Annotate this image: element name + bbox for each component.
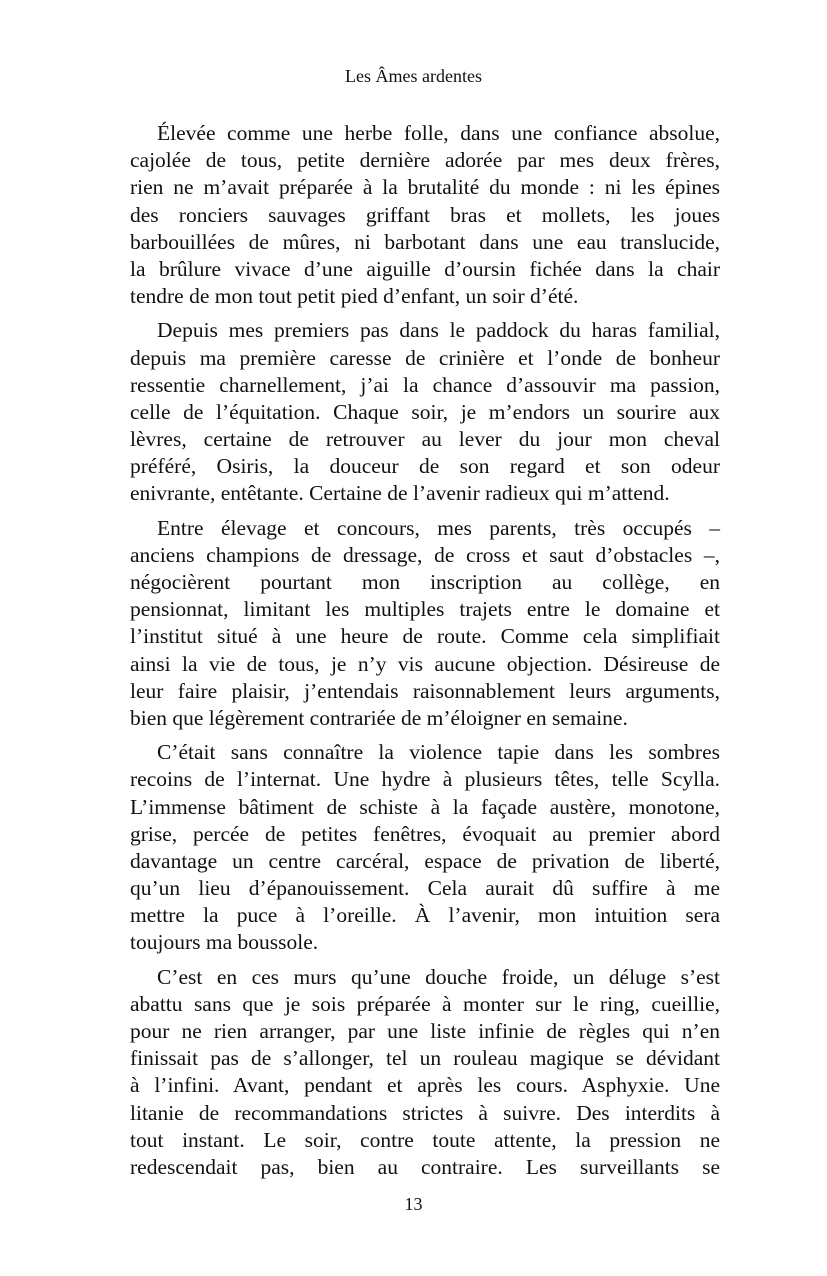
text-line: litanie de recommandations strictes à suivre. Des interdits à bbox=[130, 1100, 720, 1125]
text-line: lèvres, certaine de retrouver au lever du jour mon cheval bbox=[130, 427, 720, 452]
text-line: rien ne m’avait préparée à la brutalité du monde : ni les épines bbox=[130, 175, 720, 200]
text-line: négocièrent pourtant mon inscription au collège, en bbox=[130, 570, 720, 594]
text-line: C’était sans connaître la violence tapie dans les sombres bbox=[157, 740, 720, 765]
text-line: des ronciers sauvages griffant bras et mollets, les joues bbox=[130, 202, 720, 227]
text-line: tout instant. Le soir, contre toute attente, la pression ne bbox=[130, 1127, 720, 1152]
text-line: la brûlure vivace d’une aiguille d’oursin fichée dans la chair bbox=[130, 256, 720, 281]
text-line: Élevée comme une herbe folle, dans une confiance absolue, bbox=[157, 121, 720, 145]
text-line: préféré, Osiris, la douceur de son regard et son odeur bbox=[130, 454, 720, 479]
text-line: mettre la puce à l’oreille. À l’avenir, mon intuition sera bbox=[130, 903, 720, 928]
paragraph bbox=[130, 964, 720, 1182]
text-line: grise, percée de petites fenêtres, évoquait au premier abord bbox=[130, 821, 720, 846]
paragraph bbox=[130, 515, 720, 733]
text-line: pensionnat, limitant les multiples trajets entre le domaine et bbox=[130, 597, 720, 622]
text-line: barbouillées de mûres, ni barbotant dans une eau translucide, bbox=[130, 229, 720, 254]
paragraph bbox=[130, 120, 720, 310]
text-line: Depuis mes premiers pas dans le paddock du haras familial, bbox=[157, 318, 720, 343]
text-line: finissait pas de s’allonger, tel un rouleau magique se dévidant bbox=[130, 1046, 720, 1071]
text-line: abattu sans que je sois préparée à monter sur le ring, cueillie, bbox=[130, 991, 720, 1016]
text-line: Entre élevage et concours, mes parents, très occupés – bbox=[157, 515, 720, 540]
body-text bbox=[130, 120, 720, 1188]
text-line: leur faire plaisir, j’entendais raisonnablement leurs arguments, bbox=[130, 678, 720, 703]
text-line: pour ne rien arranger, par une liste infinie de règles qui n’en bbox=[130, 1019, 720, 1043]
text-line: recoins de l’internat. Une hydre à plusieurs têtes, telle Scylla. bbox=[130, 767, 720, 792]
text-line: à l’infini. Avant, pendant et après les cours. Asphyxie. Une bbox=[130, 1073, 720, 1098]
paragraph bbox=[130, 739, 720, 957]
text-line: qu’un lieu d’épanouissement. Cela aurait dû suffire à me bbox=[130, 876, 720, 901]
paragraph bbox=[130, 317, 720, 507]
text-line: tendre de mon tout petit pied d’enfant, un soir d’été. bbox=[130, 284, 579, 309]
text-line: toujours ma boussole. bbox=[130, 930, 319, 955]
text-line: davantage un centre carcéral, espace de privation de liberté, bbox=[130, 848, 720, 873]
text-line: ainsi la vie de tous, je n’y vis aucune objection. Désireuse de bbox=[130, 651, 720, 676]
text-line: celle de l’équitation. Chaque soir, je m’endors un sourire aux bbox=[130, 399, 720, 424]
text-line: l’institut situé à une heure de route. Comme cela simplifiait bbox=[130, 624, 720, 649]
running-head: Les Âmes ardentes bbox=[345, 66, 482, 86]
text-line: bien que légèrement contrariée de m’éloigner en semaine. bbox=[130, 705, 628, 730]
text-line: depuis ma première caresse de crinière et l’onde de bonheur bbox=[130, 345, 720, 370]
text-line: L’immense bâtiment de schiste à la façade austère, monotone, bbox=[130, 794, 720, 819]
text-line: enivrante, entêtante. Certaine de l’avenir radieux qui m’attend. bbox=[130, 481, 670, 506]
text-line: ressentie charnellement, j’ai la chance d’assouvir ma passion, bbox=[130, 372, 720, 397]
page-number: 13 bbox=[404, 1194, 423, 1214]
text-line: anciens champions de dressage, de cross et saut d’obstacles –, bbox=[130, 542, 720, 567]
text-line: redescendait pas, bien au contraire. Les surveillants se bbox=[130, 1154, 720, 1179]
text-line: C’est en ces murs qu’une douche froide, un déluge s’est bbox=[157, 964, 720, 989]
text-line: cajolée de tous, petite dernière adorée par mes deux frères, bbox=[130, 148, 720, 173]
